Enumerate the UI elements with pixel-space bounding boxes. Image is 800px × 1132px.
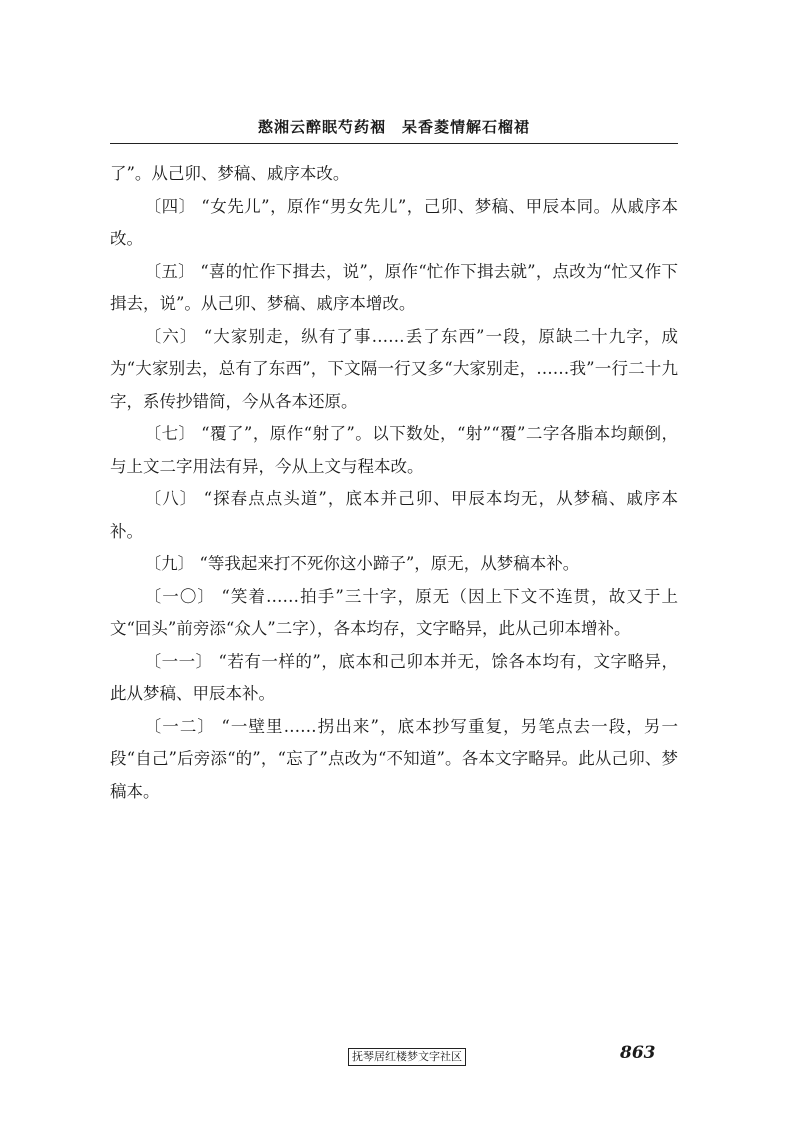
note-continuation: 了”。从己卯、梦稿、戚序本改。 <box>110 164 350 183</box>
note-8: 〔八〕 “探春点点头道”，底本并己卯、甲辰本均无，从梦稿、戚序本补。 <box>110 489 678 541</box>
note-11: 〔一一〕 “若有一样的”，底本和己卯本并无，馀各本均有，文字略异，此从梦稿、甲辰本补。 <box>110 651 678 703</box>
header-rule <box>110 143 678 144</box>
note-12: 〔一二〕 “一壁里……拐出来”，底本抄写重复，另笔点去一段，另一段“自己”后旁添“的”，“忘了”点改为“不知道”。各本文字略异。此从己卯、梦稿本。 <box>110 716 678 801</box>
note-4: 〔四〕 “女先儿”，原作“男女先儿”，己卯、梦稿、甲辰本同。从戚序本改。 <box>110 196 678 248</box>
note-9: 〔九〕 “等我起来打不死你这小蹄子”，原无，从梦稿本补。 <box>144 554 580 573</box>
notes-body <box>110 158 678 808</box>
page-number: 863 <box>620 1043 656 1063</box>
note-6: 〔六〕 “大家别走，纵有了事……丢了东西”一段，原缺二十九字，成为“大家别去，总有了东西”，下文隔一行又多“大家别走，……我”一行二十九字，系传抄错简，今从各本还原。 <box>110 326 678 411</box>
note-7: 〔七〕 “覆了”，原作“射了”。以下数处，“射”“覆”二字各脂本均颠倒，与上文二字用法有异，今从上文与程本改。 <box>110 424 678 476</box>
note-10: 〔一〇〕 “笑着……拍手”三十字，原无（因上下文不连贯，故又于上文“回头”前旁添“众人”二字），各本均存，文字略异，此从己卯本增补。 <box>110 586 678 638</box>
watermark-stamp: 抚琴居红楼梦文字社区 <box>348 1048 466 1066</box>
note-5: 〔五〕 “喜的忙作下揖去，说”，原作“忙作下揖去就”，点改为“忙又作下揖去，说”。从己卯、梦稿、戚序本增改。 <box>110 261 678 313</box>
running-header: 憨湘云醉眠芍药裀 呆香菱情解石榴裙 <box>257 118 530 136</box>
